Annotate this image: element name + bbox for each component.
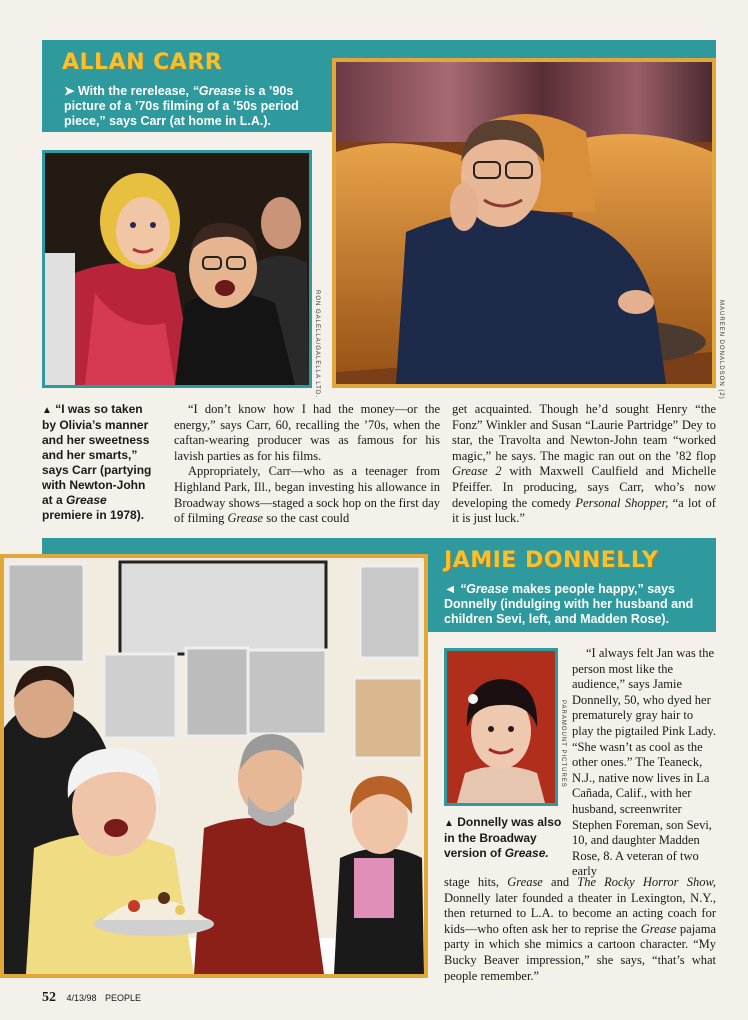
credit-left: RON GALELLA/GALELLA LTD.	[314, 290, 320, 398]
carr-at-home-photo	[332, 58, 716, 388]
donnelly-title: JAMIE DONNELLY	[444, 548, 659, 573]
credit-right: MAUREEN DONALDSON (2)	[718, 300, 724, 400]
donnelly-broadway-illustration	[447, 651, 555, 803]
donnelly-bottom-text: stage hits, Grease and The Rocky Horror Show, Donnelly later founded a theater in Lexington, N.Y., then returned to L.A. to become an acting coach for kids—who often ask her to reprise the Grease pajama party in which she mimics a cartoon character. “My Bucky Beaver impression,” she says, “that’s what people remember.”	[444, 875, 716, 983]
credit-paramount: PARAMOUNT PICTURES	[560, 700, 566, 788]
donnelly-broadway-photo	[444, 648, 558, 806]
allan-carr-deck: ➤ With the rerelease, “Grease is a ’90s picture of a ’70s filming of a ’50s period piece,” says Carr (at home in L.A.).	[64, 84, 299, 128]
arrow-right-icon: ➤	[64, 84, 75, 98]
magazine-name: PEOPLE	[104, 993, 141, 1003]
donnelly-deck: ◄ “Grease makes people happy,” says Donnelly (indulging with her husband and children Sevi, left, and Madden Rose).	[444, 582, 694, 626]
triangle-up-icon: ▲	[444, 818, 454, 829]
carr-body-column-1	[174, 402, 440, 527]
carr-paragraph-2: Appropriately, Carr—who as a teenager from Highland Park, Ill., began investing his allowance in Broadway shows—staged a sock hop on the first day of filming Grease so the cast could	[174, 464, 440, 526]
carr-newton-john-illustration	[45, 153, 309, 385]
page-folio	[42, 988, 141, 1006]
carr-paragraph-1: “I don’t know how I had the money—or the energy,” says Carr, 60, recalling the ’70s, when the caftan-wearing producer was as famous for his lavish parties as for his films.	[174, 402, 440, 463]
issue-date: 4/13/98	[66, 993, 97, 1003]
carr-body-column-2: get acquainted. Though he’d sought Henry “the Fonz” Winkler and Susan “Laurie Partridge” Dey to star, the Travolta and Newton-John team “worked magic,” he says. The magic ran out on the ’82 flop Grease 2 with Maxwell Caulfield and Michelle Pfeiffer. In producing, says Carr, who’s now developing the comedy Personal Shopper, “a lot of it is just luck.”	[452, 402, 716, 526]
donnelly-side-text: “I always felt Jan was the person most like the audience,” says Jamie Donnelly, 50, who dyed her prematurely gray hair to play the pigtailed Pink Lady. “She wasn’t as cool as the other ones.” The Teaneck, N.J., native now lives in La Cañada, Calif., with her husband, screenwriter Stephen Foreman, son Sevi, 10, and daughter Madden Rose, 8. A veteran of two early	[572, 646, 716, 879]
donnelly-family-photo	[0, 554, 428, 978]
carr-newton-john-photo	[42, 150, 312, 388]
allan-carr-title: ALLAN CARR	[62, 50, 223, 75]
arrow-left-icon: ◄	[444, 582, 457, 596]
carr-newton-john-caption: ▲ “I was so taken by Olivia’s manner and her sweetness and her smarts,” says Carr (partying with Newton-John at a Grease premiere in 1978).	[42, 402, 152, 522]
triangle-up-icon: ▲	[42, 405, 52, 416]
page-number: 52	[42, 990, 56, 1005]
carr-at-home-illustration	[336, 62, 712, 384]
donnelly-family-illustration	[4, 558, 424, 974]
donnelly-broadway-caption: ▲ Donnelly was also in the Broadway version of Grease.	[444, 815, 562, 860]
